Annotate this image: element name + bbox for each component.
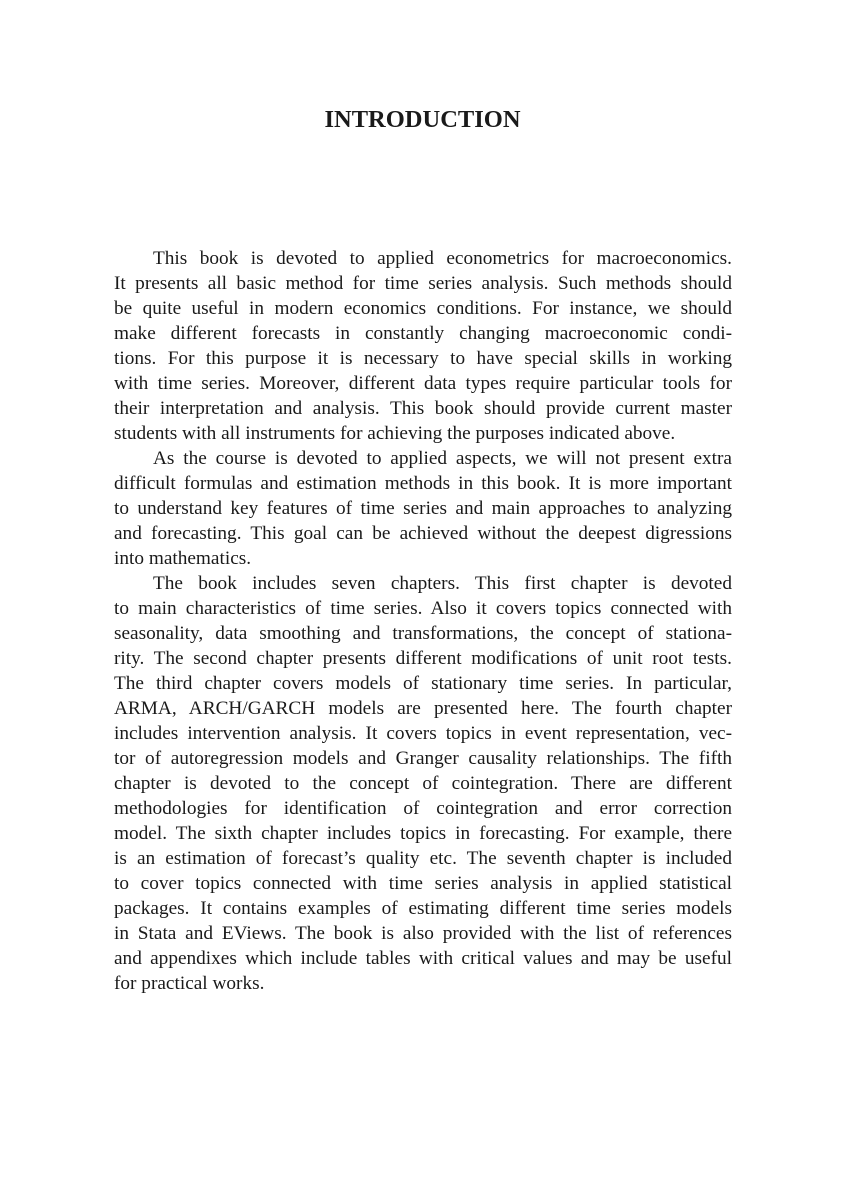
text-line: The third chapter covers models of stationary time series. In particular, xyxy=(114,673,732,694)
text-line: for practical works. xyxy=(114,973,265,994)
text-line: ARMA, ARCH/GARCH models are presented here. The fourth chapter xyxy=(114,698,732,719)
text-line: This book is devoted to applied econometrics for macroeconomics. xyxy=(153,248,732,269)
paragraph-3 xyxy=(114,571,732,996)
text-line: to main characteristics of time series. Also it covers topics connected with xyxy=(114,598,732,619)
text-line: includes intervention analysis. It covers topics in event representation, vec- xyxy=(114,723,732,744)
text-line: model. The sixth chapter includes topics in forecasting. For example, there xyxy=(114,823,732,844)
text-line: be quite useful in modern economics conditions. For instance, we should xyxy=(114,298,732,319)
text-line: into mathematics. xyxy=(114,548,252,569)
text-line: tions. For this purpose it is necessary to have special skills in working xyxy=(114,348,732,369)
text-line: tor of autoregression models and Granger causality relationships. The fifth xyxy=(114,748,732,769)
text-line: The book includes seven chapters. This first chapter is devoted xyxy=(153,573,732,594)
text-line: students with all instruments for achieving the purposes indicated above. xyxy=(114,423,676,444)
text-line: It presents all basic method for time series analysis. Such methods should xyxy=(114,273,732,294)
paragraph-2 xyxy=(114,446,732,571)
text-line: packages. It contains examples of estimating different time series models xyxy=(114,898,732,919)
text-line: to cover topics connected with time series analysis in applied statistical xyxy=(114,873,732,894)
paragraph-1 xyxy=(114,246,732,446)
page-title: INTRODUCTION xyxy=(324,106,521,133)
text-line: chapter is devoted to the concept of cointegration. There are different xyxy=(114,773,732,794)
text-line: with time series. Moreover, different data types require particular tools for xyxy=(114,373,732,394)
text-line: is an estimation of forecast’s quality etc. The seventh chapter is included xyxy=(114,848,732,869)
text-line: in Stata and EViews. The book is also provided with the list of references xyxy=(114,923,732,944)
body-text xyxy=(114,246,732,996)
text-line: difficult formulas and estimation methods in this book. It is more important xyxy=(114,473,732,494)
text-line: As the course is devoted to applied aspects, we will not present extra xyxy=(153,448,732,469)
text-line: rity. The second chapter presents different modifications of unit root tests. xyxy=(114,648,732,669)
text-line: to understand key features of time series and main approaches to analyzing xyxy=(114,498,732,519)
text-line: and forecasting. This goal can be achieved without the deepest digressions xyxy=(114,523,732,544)
text-line: and appendixes which include tables with critical values and may be useful xyxy=(114,948,732,969)
text-line: seasonality, data smoothing and transformations, the concept of stationa- xyxy=(114,623,732,644)
text-line: methodologies for identification of cointegration and error correction xyxy=(114,798,732,819)
text-line: make different forecasts in constantly changing macroeconomic condi- xyxy=(114,323,732,344)
text-line: their interpretation and analysis. This book should provide current master xyxy=(114,398,732,419)
